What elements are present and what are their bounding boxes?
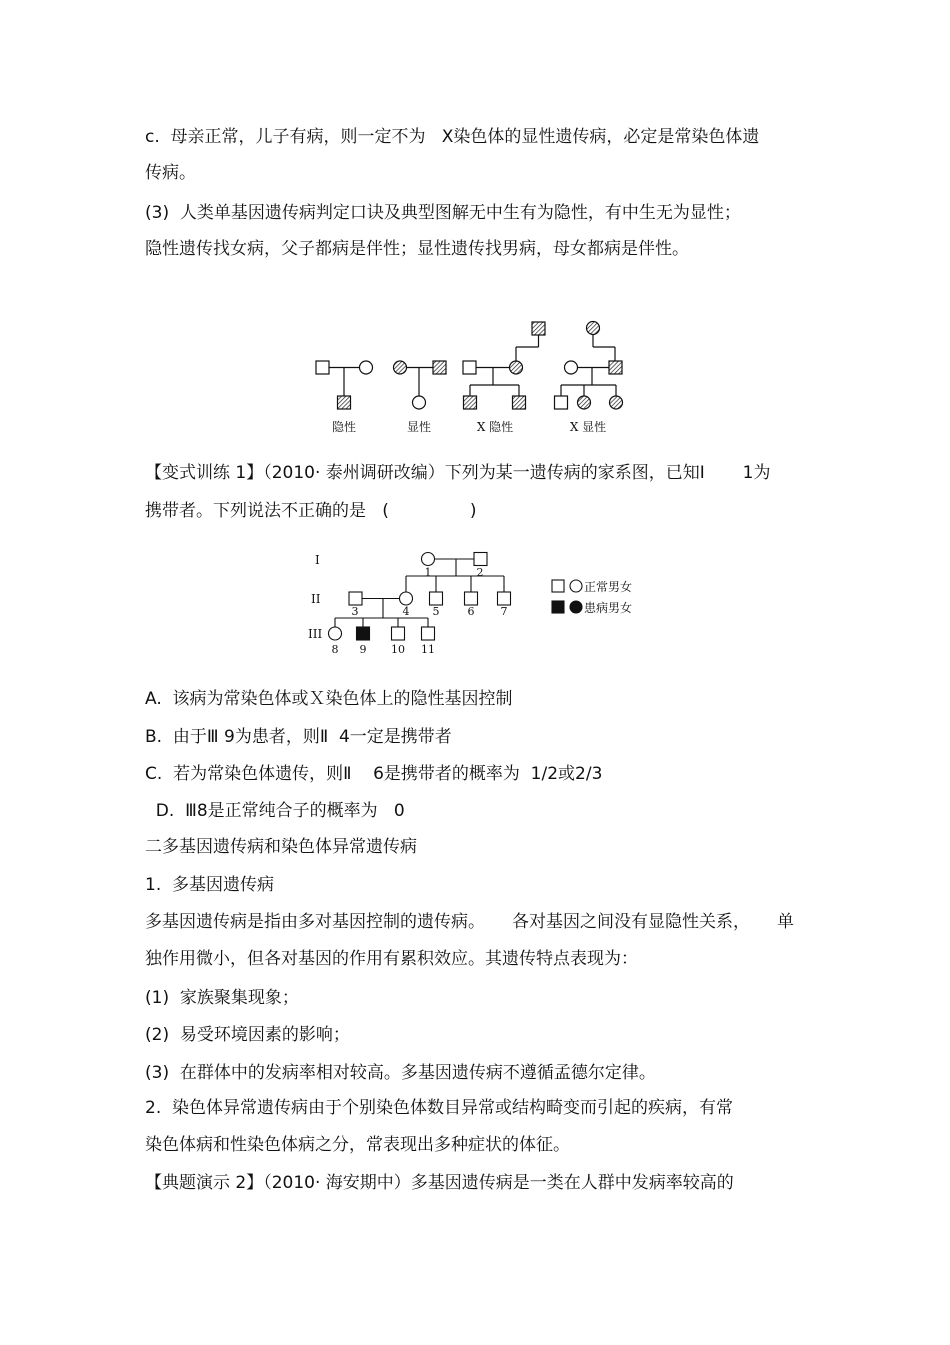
legend-normal-label: 正常男女: [584, 580, 633, 594]
text-line-1: c. 母亲正常，儿子有病，则一定不为 X染色体的显性遗传病，必定是常染色体遗: [145, 127, 760, 147]
option-a: A. 该病为常染色体或Ｘ染色体上的隐性基因控制: [145, 689, 513, 709]
subheading-polygenic: 1. 多基因遗传病: [145, 875, 275, 895]
exercise-title: 【变式训练 1】（2010· 泰州调研改编）下列为某一遗传病的家系图，已知Ⅰ 1为: [145, 463, 771, 483]
paragraph-line: 多基因遗传病是指由多对基因控制的遗传病。 各对基因之间没有显隐性关系， 单: [145, 912, 795, 932]
individual-number: 10: [391, 643, 405, 656]
paragraph-line: 独作用微小，但各对基因的作用有累积效应。其遗传特点表现为：: [145, 949, 638, 969]
label-dominant: 显性: [406, 420, 432, 434]
section-heading: 二多基因遗传病和染色体异常遗传病: [145, 837, 417, 857]
label-x-dominant: X 显性: [569, 420, 607, 434]
legend-affected-label: 患病男女: [584, 601, 633, 615]
text-line-4: 隐性遗传找女病，父子都病是伴性；显性遗传找男病，母女都病是伴性。: [145, 239, 689, 259]
option-d: D. Ⅲ8是正常纯合子的概率为 0: [145, 801, 405, 821]
option-b: B. 由于Ⅲ 9为患者，则Ⅱ 4一定是携带者: [145, 727, 452, 747]
list-item: (1) 家族聚集现象；: [145, 988, 299, 1008]
individual-number: 4: [402, 605, 410, 618]
individual-number: 9: [359, 643, 367, 656]
example-title: 【典题演示 2】（2010· 海安期中）多基因遗传病是一类在人群中发病率较高的: [145, 1173, 734, 1193]
individual-number: 1: [424, 566, 432, 579]
label-recessive: 隐性: [331, 420, 357, 434]
family-pedigree-figure: [300, 545, 640, 660]
text-line-2: 传病。: [145, 163, 196, 183]
list-item: (3) 在群体中的发病率相对较高。多基因遗传病不遵循孟德尔定律。: [145, 1063, 656, 1083]
individual-number: 5: [432, 605, 440, 618]
individual-number: 6: [467, 605, 475, 618]
label-x-recessive: X 隐性: [476, 420, 514, 434]
paragraph-line: 2. 染色体异常遗传病由于个别染色体数目异常或结构畸变而引起的疾病，有常: [145, 1098, 734, 1118]
individual-number: 8: [331, 643, 339, 656]
text-line-3: (3) 人类单基因遗传病判定口诀及典型图解无中生有为隐性，有中生无为显性；: [145, 203, 741, 223]
exercise-question: 携带者。下列说法不正确的是 ( ): [145, 501, 477, 521]
generation-label-iii: III: [308, 627, 323, 641]
individual-number: 3: [351, 605, 359, 618]
generation-label-ii: II: [311, 592, 321, 606]
individual-number: 2: [476, 566, 484, 579]
individual-number: 11: [421, 643, 435, 656]
option-c: C. 若为常染色体遗传，则Ⅱ 6是携带者的概率为 1/2或2/3: [145, 764, 603, 784]
paragraph-line: 染色体病和性染色体病之分，常表现出多种症状的体征。: [145, 1135, 570, 1155]
list-item: (2) 易受环境因素的影响；: [145, 1025, 350, 1045]
pedigree-patterns-figure: [305, 305, 635, 440]
generation-label-i: I: [315, 553, 320, 567]
individual-number: 7: [500, 605, 508, 618]
